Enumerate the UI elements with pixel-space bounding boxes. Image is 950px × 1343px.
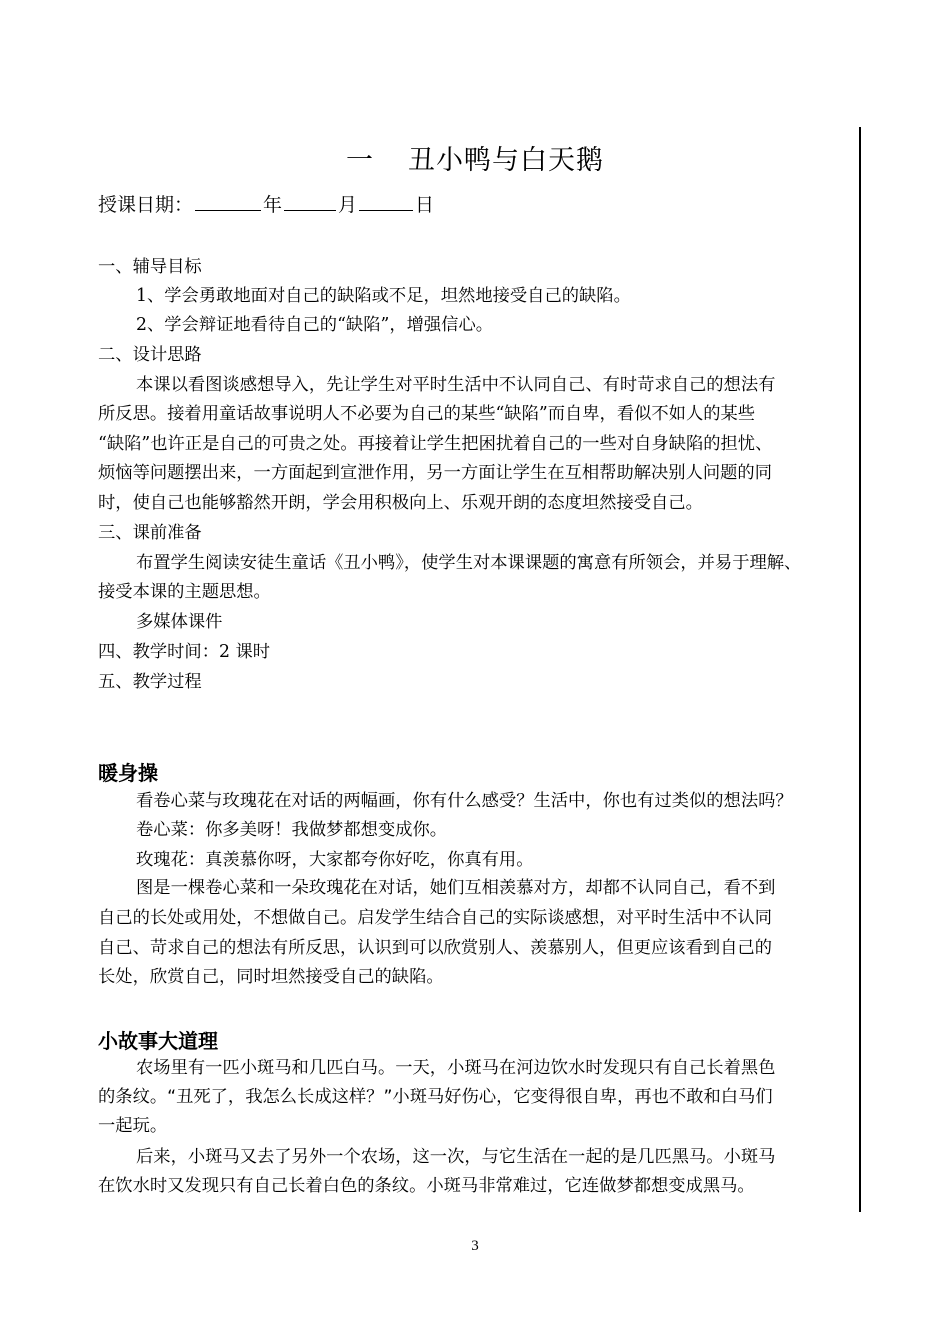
day-label: 日 [415, 194, 435, 216]
design-paragraph-line: 烦恼等问题摆出来，一方面起到宣泄作用，另一方面让学生在互相帮助解决别人问题的同 [98, 463, 772, 483]
warmup-heading: 暖身操 [98, 761, 158, 785]
month-label: 月 [338, 194, 358, 216]
story-paragraph-line: 一起玩。 [98, 1116, 168, 1136]
date-label: 授课日期： [98, 194, 194, 216]
right-border-rule [859, 127, 861, 1212]
design-paragraph-line: “缺陷”也许正是自己的可贵之处。再接着让学生把困扰着自己的一些对自身缺陷的担忧、 [98, 434, 773, 454]
date-line [98, 190, 434, 217]
warmup-paragraph-line: 长处，欣赏自己，同时坦然接受自己的缺陷。 [98, 967, 444, 987]
warmup-paragraph-line: 图是一棵卷心菜和一朵玫瑰花在对话，她们互相羡慕对方，却都不认同自己，看不到 [136, 878, 776, 898]
design-paragraph-line: 所反思。接着用童话故事说明人不必要为自己的某些“缺陷”而自卑，看似不如人的某些 [98, 404, 756, 424]
goal-item-2: 2、学会辩证地看待自己的“缺陷”，增强信心。 [136, 315, 494, 335]
preparation-paragraph-line: 接受本课的主题思想。 [98, 582, 271, 602]
story-paragraph-line: 后来，小斑马又去了另外一个农场，这一次，与它生活在一起的是几匹黑马。小斑马 [136, 1147, 776, 1167]
day-blank [359, 191, 413, 211]
warmup-paragraph-line: 自己、苛求自己的想法有所反思，认识到可以欣赏别人、羡慕别人，但更应该看到自己的 [98, 938, 772, 958]
preparation-multimedia: 多媒体课件 [136, 612, 223, 632]
warmup-line: 玫瑰花：真羡慕你呀，大家都夸你好吃，你真有用。 [136, 850, 534, 870]
section-heading-design: 二、设计思路 [98, 345, 202, 365]
month-blank [284, 191, 336, 211]
warmup-paragraph-line: 自己的长处或用处，不想做自己。启发学生结合自己的实际谈感想，对平时生活中不认同 [98, 908, 772, 928]
year-label: 年 [263, 194, 283, 216]
section-heading-time: 四、教学时间：2 课时 [98, 642, 271, 662]
story-paragraph-line: 的条纹。“丑死了，我怎么长成这样？”小斑马好伤心，它变得很自卑，再也不敢和白马们 [98, 1087, 773, 1107]
page-number: 3 [471, 1238, 479, 1254]
design-paragraph-line: 本课以看图谈感想导入，先让学生对平时生活中不认同自己、有时苛求自己的想法有 [136, 375, 776, 395]
design-paragraph-line: 时，使自己也能够豁然开朗，学会用积极向上、乐观开朗的态度坦然接受自己。 [98, 493, 703, 513]
lesson-number: 一 [346, 145, 374, 176]
story-heading: 小故事大道理 [98, 1029, 218, 1053]
goal-item-1: 1、学会勇敢地面对自己的缺陷或不足，坦然地接受自己的缺陷。 [136, 286, 631, 306]
section-heading-goals: 一、辅导目标 [98, 257, 202, 277]
section-heading-preparation: 三、课前准备 [98, 523, 202, 543]
year-blank [195, 191, 261, 211]
lesson-title-text: 丑小鸭与白天鹅 [408, 145, 604, 176]
story-paragraph-line: 在饮水时又发现只有自己长着白色的条纹。小斑马非常难过，它连做梦都想变成黑马。 [98, 1176, 755, 1196]
story-paragraph-line: 农场里有一匹小斑马和几匹白马。一天，小斑马在河边饮水时发现只有自己长着黑色 [136, 1058, 776, 1078]
warmup-line: 看卷心菜与玫瑰花在对话的两幅画，你有什么感受？生活中，你也有过类似的想法吗？ [136, 791, 793, 811]
lesson-title [0, 138, 950, 177]
warmup-line: 卷心菜：你多美呀！我做梦都想变成你。 [136, 820, 448, 840]
section-heading-process: 五、教学过程 [98, 672, 202, 692]
preparation-paragraph-line: 布置学生阅读安徒生童话《丑小鸭》，使学生对本课课题的寓意有所领会，并易于理解、 [136, 553, 802, 573]
